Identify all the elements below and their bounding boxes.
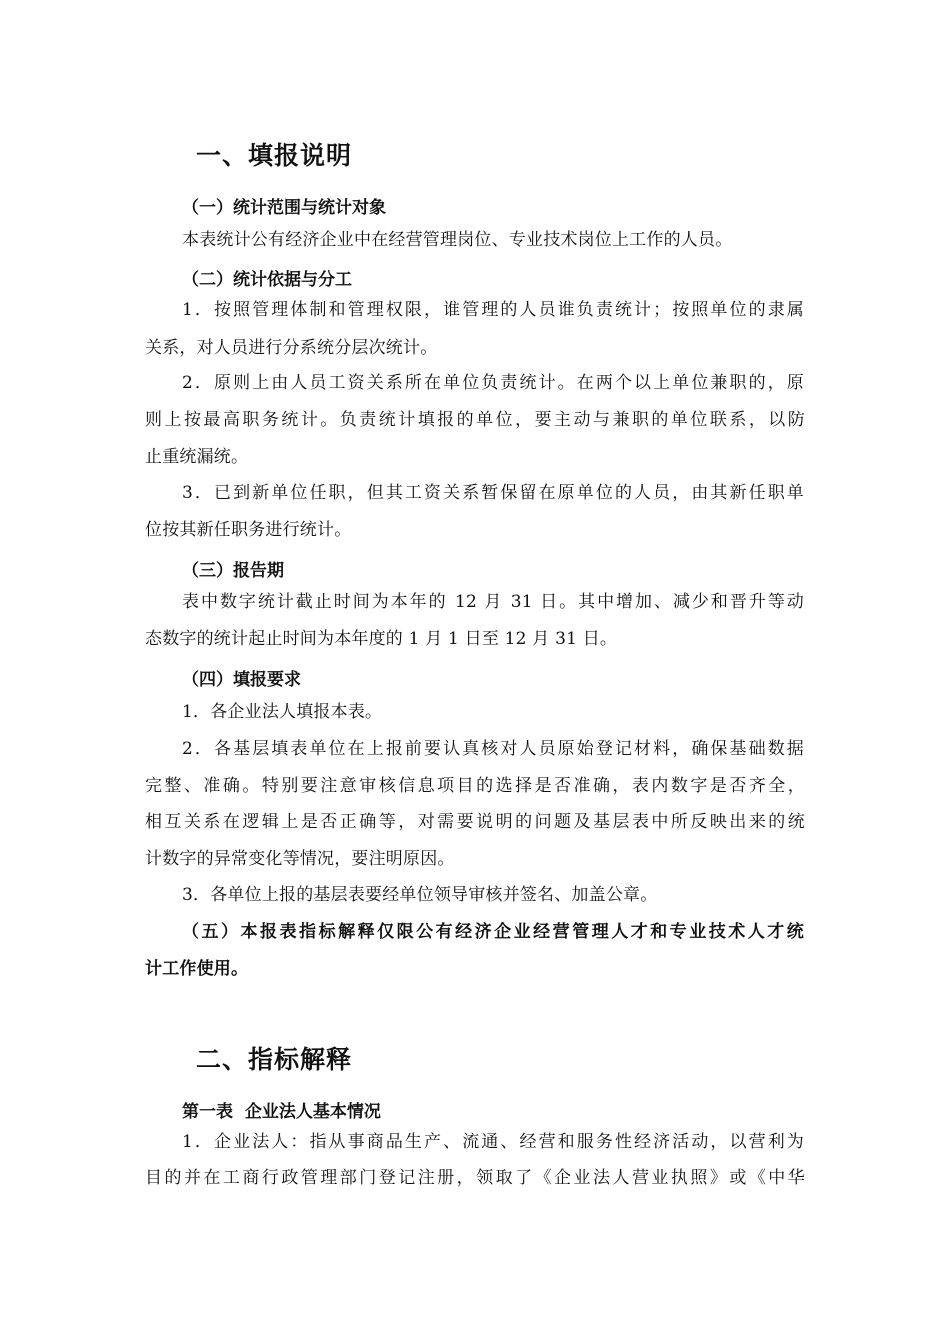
sub-heading-scope: （一）统计范围与统计对象	[182, 198, 386, 218]
paragraph-line: 则上按最高职务统计。负责统计填报的单位，要主动与兼职的单位联系，以防	[145, 410, 805, 430]
paragraph-line: 位按其新任职务进行统计。	[145, 520, 352, 540]
paragraph-line: 2．各基层填表单位在上报前要认真核对人员原始登记材料，确保基础数据	[182, 739, 804, 759]
section-heading-indicator-explanation: 二、指标解释	[196, 1045, 353, 1074]
section-heading-filing-instructions: 一、填报说明	[196, 141, 353, 170]
paragraph-line: 完整、准确。特别要注意审核信息项目的选择是否准确，表内数字是否齐全，	[145, 776, 805, 796]
paragraph-line: 2．原则上由人员工资关系所在单位负责统计。在两个以上单位兼职的，原	[182, 373, 804, 393]
paragraph-line: 1．企业法人：指从事商品生产、流通、经营和服务性经济活动，以营利为	[182, 1132, 804, 1152]
note-line: （五）本报表指标解释仅限公有经济企业经营管理人才和专业技术人才统	[182, 922, 804, 942]
sub-heading-table-one: 第一表 企业法人基本情况	[182, 1102, 381, 1122]
paragraph-line: 目的并在工商行政管理部门登记注册，领取了《企业法人营业执照》或《中华	[145, 1168, 805, 1188]
note-line: 计工作使用。	[145, 959, 249, 979]
paragraph-line: 态数字的统计起止时间为本年度的 1 月 1 日至 12 月 31 日。	[145, 629, 618, 649]
paragraph-line: 本表统计公有经济企业中在经营管理岗位、专业技术岗位上工作的人员。	[182, 230, 733, 250]
paragraph-line: 止重统漏统。	[145, 447, 249, 467]
paragraph-line: 1．按照管理体制和管理权限，谁管理的人员谁负责统计；按照单位的隶属	[182, 300, 804, 320]
paragraph-line: 关系，对人员进行分系统分层次统计。	[145, 338, 438, 358]
paragraph-line: 1．各企业法人填报本表。	[182, 702, 383, 722]
paragraph-line: 表中数字统计截止时间为本年的 12 月 31 日。其中增加、减少和晋升等动	[182, 592, 804, 612]
sub-heading-reporting-period: （三）报告期	[182, 561, 284, 581]
paragraph-line: 3．已到新单位任职，但其工资关系暂保留在原单位的人员，由其新任职单	[182, 483, 804, 503]
sub-heading-basis: （二）统计依据与分工	[182, 270, 352, 290]
sub-heading-requirements: （四）填报要求	[182, 670, 301, 690]
paragraph-line: 3．各单位上报的基层表要经单位领导审核并签名、加盖公章。	[182, 885, 658, 905]
paragraph-line: 计数字的异常变化等情况，要注明原因。	[145, 849, 455, 869]
paragraph-line: 相互关系在逻辑上是否正确等，对需要说明的问题及基层表中所反映出来的统	[145, 812, 805, 832]
